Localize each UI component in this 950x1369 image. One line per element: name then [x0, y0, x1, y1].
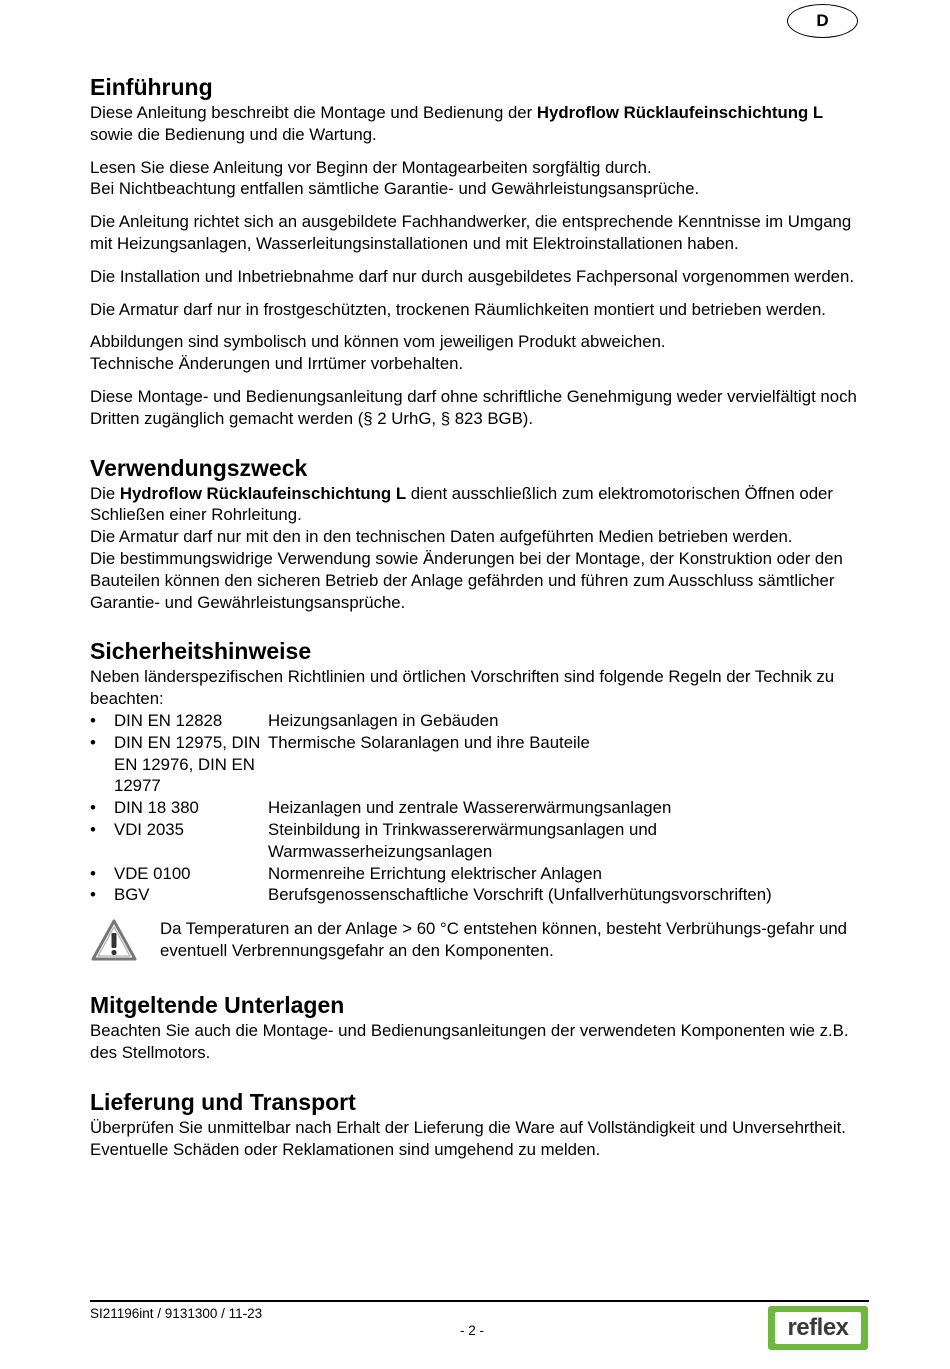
paragraph: Lesen Sie diese Anleitung vor Beginn der Montagearbeiten sorgfältig durch.	[90, 157, 652, 177]
paragraph: Neben länderspezifischen Richtlinien und örtlichen Vorschriften sind folgende Regeln der Technik zu beachten:	[90, 667, 835, 709]
section-title: Sicherheitshinweise	[90, 638, 312, 665]
section-title: Mitgeltende Unterlagen	[90, 992, 345, 1019]
paragraph: Beachten Sie auch die Montage- und Bedienungsanleitungen der verwendeten Komponenten wie z.B. des Stellmotors.	[90, 1021, 849, 1062]
section-title: Lieferung und Transport	[90, 1088, 356, 1115]
norm-code: BGV	[114, 885, 150, 905]
paragraph: Die Armatur darf nur mit den in den technischen Daten aufgeführten Medien betrieben werden.	[90, 527, 793, 547]
norms-list	[90, 710, 870, 906]
norm-description: Berufsgenossenschaftliche Vorschrift (Unfallverhütungsvorschriften)	[268, 885, 772, 905]
list-item: • DIN EN 12975, DIN EN 12976, DIN EN 12977 Thermische Solaranlagen und ihre Bauteile	[90, 732, 870, 797]
section-title: Verwendungszweck	[90, 454, 308, 481]
paragraph: Die Armatur darf nur in frostgeschützten, trockenen Räumlichkeiten montiert und betrieben werden.	[90, 299, 826, 319]
language-badge: D	[787, 4, 858, 38]
paragraph: Abbildungen sind symbolisch und können vom jeweiligen Produkt abweichen.	[90, 332, 666, 352]
logo-text: reflex	[775, 1312, 861, 1344]
norm-description: Heizungsanlagen in Gebäuden	[268, 710, 499, 730]
list-item: • DIN 18 380 Heizanlagen und zentrale Wassererwärmungsanlagen	[90, 797, 870, 819]
document-reference: SI21196int / 9131300 / 11-23	[90, 1306, 263, 1321]
list-item: • VDI 2035 Steinbildung in Trinkwassererwärmungsanlagen und Warmwasserheizungsanlagen	[90, 819, 870, 863]
paragraph: Technische Änderungen und Irrtümer vorbehalten.	[90, 354, 464, 374]
list-item: • BGV Berufsgenossenschaftliche Vorschrift (Unfallverhütungsvorschriften)	[90, 884, 870, 906]
norm-description: Thermische Solaranlagen und ihre Bauteile	[268, 732, 590, 752]
paragraph: Bei Nichtbeachtung entfallen sämtliche Garantie- und Gewährleistungsansprüche.	[90, 179, 700, 199]
footer-divider	[90, 1300, 869, 1302]
list-item: • DIN EN 12828 Heizungsanlagen in Gebäuden	[90, 710, 870, 732]
warning-triangle-icon	[90, 918, 160, 967]
paragraph: Die Installation und Inbetriebnahme darf nur durch ausgebildetes Fachpersonal vorgenommen werden.	[90, 266, 855, 286]
paragraph: Diese Anleitung beschreibt die Montage und Bedienung der Hydroflow Rücklaufeinschichtung L sowie die Bedienung und die Wartung.	[90, 103, 824, 144]
document-body	[90, 72, 870, 1160]
section-related-documents	[90, 990, 870, 1064]
warning-text: Da Temperaturen an der Anlage > 60 °C entstehen können, besteht Verbrühungs-gefahr und eventuell Verbrennungsgefahr an den Komponenten.	[160, 919, 847, 960]
norm-description: Steinbildung in Trinkwassererwärmungsanlagen und Warmwasserheizungsanlagen	[268, 819, 657, 861]
reflex-logo	[768, 1306, 868, 1350]
product-name: Hydroflow Rücklaufeinschichtung L	[536, 103, 824, 122]
section-usage	[90, 453, 870, 614]
paragraph: Die Hydroflow Rücklaufeinschichtung L dient ausschließlich zum elektromotorischen Öffnen oder Schließen einer Rohrleitung.	[90, 483, 833, 525]
norm-code: DIN EN 12828	[114, 710, 223, 730]
product-name: Hydroflow Rücklaufeinschichtung L	[119, 483, 407, 503]
warning-notice	[90, 918, 870, 967]
page-number: - 2 -	[460, 1323, 485, 1338]
norm-code: VDI 2035	[114, 819, 184, 839]
paragraph: Diese Montage- und Bedienungsanleitung darf ohne schriftliche Genehmigung weder vervielfältigt noch Dritten zugänglich gemacht werden (§ 2 UrhG, § 823 BGB).	[90, 386, 857, 428]
list-item: • VDE 0100 Normenreihe Errichtung elektrischer Anlagen	[90, 863, 870, 885]
norm-code: DIN 18 380	[114, 798, 199, 818]
section-introduction	[90, 72, 870, 430]
norm-description: Normenreihe Errichtung elektrischer Anlagen	[268, 863, 602, 883]
norm-description: Heizanlagen und zentrale Wassererwärmungsanlagen	[268, 798, 672, 818]
section-title: Einführung	[90, 74, 213, 100]
paragraph: Die Anleitung richtet sich an ausgebildete Fachhandwerker, die entsprechende Kenntnisse im Umgang mit Heizungsanlagen, Wasserleitungsinstallationen und mit Elektroinstallationen haben.	[90, 212, 852, 253]
paragraph: Überprüfen Sie unmittelbar nach Erhalt der Lieferung die Ware auf Vollständigkeit und Unversehrtheit. Eventuelle Schäden oder Reklamationen sind umgehend zu melden.	[90, 1117, 846, 1159]
paragraph: Die bestimmungswidrige Verwendung sowie Änderungen bei der Montage, der Konstruktion oder den Bauteilen können den sicheren Betrieb der Anlage gefährden und führen zum Ausschluss sämtlicher Garantie- und Gewährleistungsansprüche.	[90, 548, 843, 612]
norm-code: DIN EN 12975, DIN EN 12976, DIN EN 12977	[114, 732, 261, 796]
norm-code: VDE 0100	[114, 863, 191, 883]
section-safety	[90, 636, 870, 967]
section-delivery	[90, 1087, 870, 1161]
